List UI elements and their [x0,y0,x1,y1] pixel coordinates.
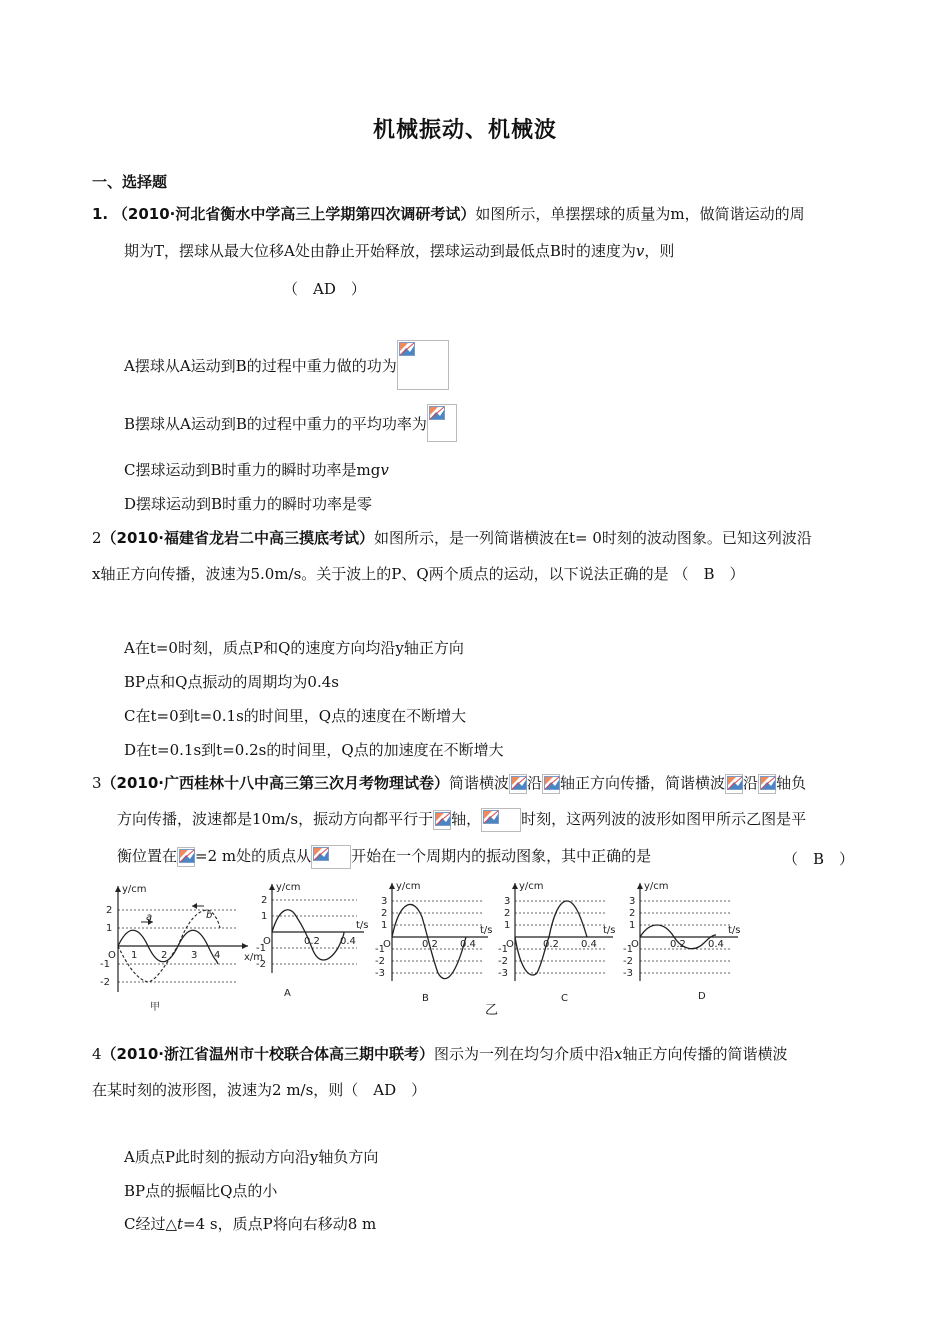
jia-wave-b-label: b [206,910,213,921]
q1-line2 [124,240,674,261]
q4-option-c-var: t [177,1215,184,1233]
a-xlabel: t/s [356,920,369,931]
d-xtick: 0.4 [708,939,724,950]
d-xtick: 0.2 [670,939,686,950]
broken-image-icon [429,406,445,420]
a-ytick: -2 [256,959,266,970]
formula-image-placeholder [509,774,527,794]
jia-xlabel: x/m [244,952,264,963]
c-ytick: 1 [504,920,511,931]
b-xlabel: t/s [480,925,493,936]
jia-ytick: 2 [106,905,113,916]
q1-option-b [124,404,457,444]
formula-image-placeholder [397,340,449,390]
b-ytick: 3 [381,896,388,907]
a-xtick: 0.4 [340,936,356,947]
q1-line1 [92,203,805,224]
q3-answer: （ B ） [783,850,855,868]
broken-image-icon [313,847,329,861]
q1-stem-end: ，则 [644,242,675,260]
d-caption: D [698,991,706,1002]
b-ytick: -3 [375,968,385,979]
formula-image-placeholder [311,845,351,869]
broken-image-icon [760,776,776,790]
figure-option-c [495,877,625,1007]
q3-source: （2010·广西桂林十八中高三第三次月考物理试卷） [101,774,449,792]
q3-line2 [117,808,806,832]
c-xlabel: t/s [603,925,616,936]
q2-stem-line2: x轴正方向传播，波速为5.0m/s。关于波上的P、Q两个质点的运动，以下说法正确的是 （ B ） [92,565,745,583]
q4-option-c-text: C经过△ [124,1215,178,1233]
c-xtick: O [506,939,514,950]
b-ytick: 2 [381,908,388,919]
q1-number: 1. [92,205,109,223]
q1-stem-line2: 期为T，摆球从最大位移A处由静止开始释放，摆球运动到最低点B时的速度为 [124,242,636,260]
d-ytick: -3 [623,968,633,979]
d-xtick: O [631,939,639,950]
q3-line1 [92,772,806,794]
q3-number: 3 [92,774,102,792]
b-xtick: 0.2 [422,939,438,950]
formula-image-placeholder [725,774,743,794]
a-caption: A [284,988,291,999]
q3-text: 轴正方向传播，简谐横波 [560,774,726,792]
jia-xtick: 3 [191,950,198,961]
b-ytick: -2 [375,956,385,967]
a-ylabel: y/cm [276,882,301,893]
broken-image-icon [435,812,451,826]
b-ylabel: y/cm [396,881,421,892]
q3-text: 简谐横波 [449,774,510,792]
b-ytick: 1 [381,920,388,931]
q1-option-d: D摆球运动到B时重力的瞬时功率是零 [124,495,373,513]
q3-text: 轴负 [776,774,807,792]
a-xtick: O [263,936,271,947]
c-ylabel: y/cm [519,881,544,892]
formula-image-placeholder [427,404,457,442]
q4-number: 4 [92,1045,102,1063]
formula-image-placeholder [542,774,560,794]
q1-option-c [124,459,389,480]
jia-ytick: -1 [100,959,110,970]
q1-answer: （ AD ） [283,280,366,298]
q4-line1 [92,1043,788,1064]
formula-image-placeholder [481,808,521,832]
jia-ytick: 1 [106,923,113,934]
d-ytick: 1 [629,920,636,931]
q3-text: 衡位置在 [117,847,178,865]
figure-option-a [252,878,372,1003]
q3-text: 方向传播，波速都是10m/s，振动方向都平行于 [117,810,434,828]
b-ytick: -1 [375,944,385,955]
q1-source: （2010·河北省衡水中学高三上学期第四次调研考试） [112,205,476,223]
c-xtick: 0.2 [543,939,559,950]
q3-text: =2 m处的质点从 [195,847,312,865]
a-xtick: 0.2 [304,936,320,947]
c-ytick: 2 [504,908,511,919]
q4-option-a: A质点P此时刻的振动方向沿y轴负方向 [124,1148,379,1166]
q1-option-c-text: C摆球运动到B时重力的瞬时功率是mg [124,461,381,479]
q2-option-d: D在t=0.1s到t=0.2s的时间里，Q点的加速度在不断增大 [124,741,504,759]
c-caption: C [561,993,568,1004]
q3-text: 开始在一个周期内的振动图象，其中正确的是 [351,847,652,865]
q3-text: 沿 [527,774,543,792]
formula-image-placeholder [433,810,451,830]
q2-option-a: A在t=0时刻，质点P和Q的速度方向均沿y轴正方向 [124,639,464,657]
formula-image-placeholder [758,774,776,794]
jia-xtick: 4 [214,950,221,961]
q1-option-a [124,340,449,390]
q4-stem-line1: 图示为一列在均匀介质中沿 [434,1045,615,1063]
c-xtick: 0.4 [581,939,597,950]
formula-image-placeholder [177,847,195,867]
jia-ylabel: y/cm [122,884,147,895]
jia-xtick: O [108,950,116,961]
broken-image-icon [544,776,560,790]
jia-xtick: 1 [131,950,138,961]
jia-xtick: 2 [161,950,168,961]
q3-text: 时刻，这两列波的波形如图甲所示乙图是平 [521,810,807,828]
d-ytick: -1 [623,944,633,955]
broken-image-icon [727,776,743,790]
q4-stem-end: 轴正方向传播的简谐横波 [622,1045,788,1063]
q1-option-b-text: B摆球从A运动到B的过程中重力的平均功率为 [124,414,427,433]
b-xtick: 0.4 [460,939,476,950]
q2-number: 2 [92,529,102,547]
q4-source: （2010·浙江省温州市十校联合体高三期中联考） [101,1045,434,1063]
q4-option-b: BP点的振幅比Q点的小 [124,1182,278,1200]
d-xlabel: t/s [728,925,741,936]
b-caption: B [422,993,429,1004]
broken-image-icon [179,849,195,863]
figure-jia [96,880,266,1015]
q4-option-c-text2: =4 s，质点P将向右移动8 m [183,1215,377,1233]
a-ytick: -1 [256,943,266,954]
q1-option-a-text: A摆球从A运动到B的过程中重力做的功为 [124,356,397,375]
b-xtick: O [383,939,391,950]
jia-caption: 甲 [150,1002,160,1013]
q2-option-c: C在t=0到t=0.1s的时间里，Q点的速度在不断增大 [124,707,467,725]
q2-line1 [92,527,812,548]
c-ytick: 3 [504,896,511,907]
q2-source: （2010·福建省龙岩二中高三摸底考试） [101,529,374,547]
c-ytick: -1 [498,944,508,955]
broken-image-icon [511,776,527,790]
section-heading: 一、选择题 [92,173,168,191]
q4-stem-line2: 在某时刻的波形图，波速为2 m/s，则（ AD ） [92,1081,427,1099]
figure-option-d [620,877,750,1007]
c-ytick: -2 [498,956,508,967]
a-ytick: 2 [261,895,268,906]
q1-stem-line1: 如图所示，单摆摆球的质量为m，做简谐运动的周 [475,205,805,223]
figure-option-b [372,877,497,1007]
c-ytick: -3 [498,968,508,979]
d-ytick: 3 [629,896,636,907]
q3-text: 轴， [451,810,482,828]
q1-option-c-var: v [380,461,389,479]
d-ytick: 2 [629,908,636,919]
q2-stem-line1: 如图所示，是一列简谐横波在t= 0时刻的波动图象。已知这列波沿 [374,529,812,547]
d-ylabel: y/cm [644,881,669,892]
q2-option-b: BP点和Q点振动的周期均为0.4s [124,673,339,691]
a-ytick: 1 [261,911,268,922]
q3-text: 沿 [743,774,759,792]
q4-stem-var: x [614,1045,623,1063]
jia-ytick: -2 [100,977,110,988]
q4-option-c [124,1213,376,1234]
jia-wave-a-label: a [146,912,153,923]
q1-stem-var: v [635,242,645,260]
broken-image-icon [483,810,499,824]
page-title: 机械振动、机械波 [373,118,558,143]
broken-image-icon [399,342,415,356]
d-ytick: -2 [623,956,633,967]
q3-line3 [117,845,651,869]
yi-caption-text: 乙 [485,1003,499,1018]
